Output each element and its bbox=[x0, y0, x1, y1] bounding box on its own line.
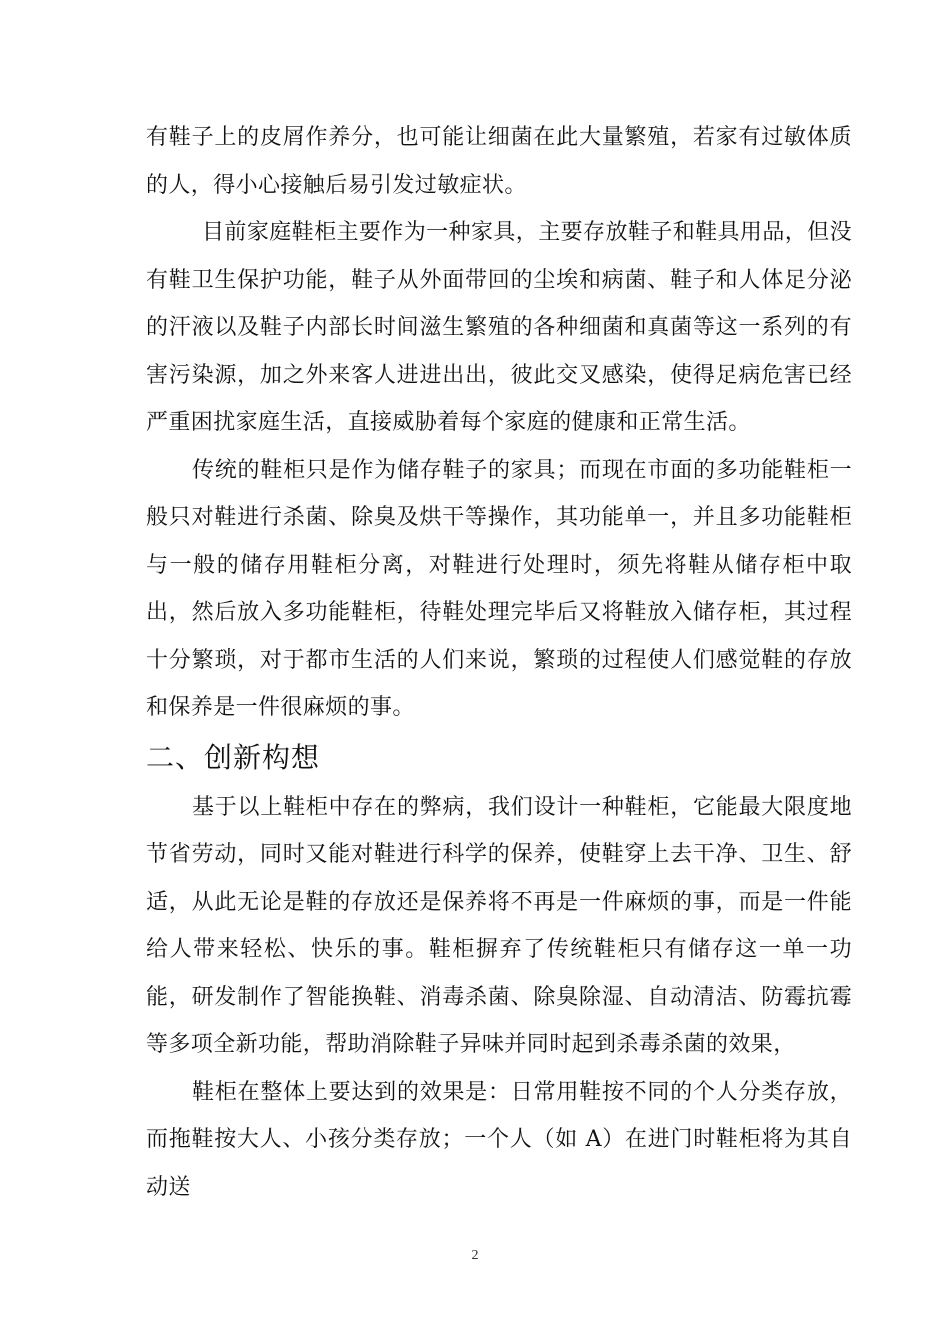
paragraph-traditional-cabinets: 传统的鞋柜只是作为储存鞋子的家具；而现在市面的多功能鞋柜一般只对鞋进行杀菌、除臭及烘干等操作，其功能单一，并且多功能鞋柜与一般的储存用鞋柜分离，对鞋进行处理时，须先将鞋从储存柜中取出，然后放入多功能鞋柜，待鞋处理完毕后又将鞋放入储存柜，其过程十分繁琐，对于都市生活的人们来说，繁琐的过程使人们感觉鞋的存放和保养是一件很麻烦的事。 bbox=[146, 457, 852, 720]
paragraph-design-concept: 基于以上鞋柜中存在的弊病，我们设计一种鞋柜，它能最大限度地节省劳动，同时又能对鞋进行科学的保养，使鞋穿上去干净、卫生、舒适，从此无论是鞋的存放还是保养将不再是一件麻烦的事，而是一件能给人带来轻松、快乐的事。鞋柜摒弃了传统鞋柜只有储存这一单一功能，研发制作了智能换鞋、消毒杀菌、除臭除湿、自动清洁、防霉抗霉等多项全新功能，帮助消除鞋子异味并同时起到杀毒杀菌的效果， bbox=[146, 794, 852, 1057]
paragraph-overall-effect: 鞋柜在整体上要达到的效果是：日常用鞋按不同的个人分类存放，而拖鞋按大人、小孩分类存放；一个人（如 A）在进门时鞋柜将为其自动送 bbox=[146, 1079, 852, 1200]
document-body bbox=[146, 114, 852, 1211]
page-number: 2 bbox=[471, 1248, 479, 1263]
paragraph-allergy-note: 有鞋子上的皮屑作养分，也可能让细菌在此大量繁殖，若家有过敏体质的人，得小心接触后易引发过敏症状。 bbox=[146, 125, 852, 198]
paragraph-current-shoe-cabinets: 目前家庭鞋柜主要作为一种家具，主要存放鞋子和鞋具用品，但没有鞋卫生保护功能，鞋子从外面带回的尘埃和病菌、鞋子和人体足分泌的汗液以及鞋子内部长时间滋生繁殖的各种细菌和真菌等这一系列的有害污染源，加之外来客人进进出出，彼此交叉感染，使得足病危害已经严重困扰家庭生活，直接威胁着每个家庭的健康和正常生活。 bbox=[146, 220, 852, 435]
section-heading-innovation-concept: 二、创新构想 bbox=[146, 740, 321, 774]
